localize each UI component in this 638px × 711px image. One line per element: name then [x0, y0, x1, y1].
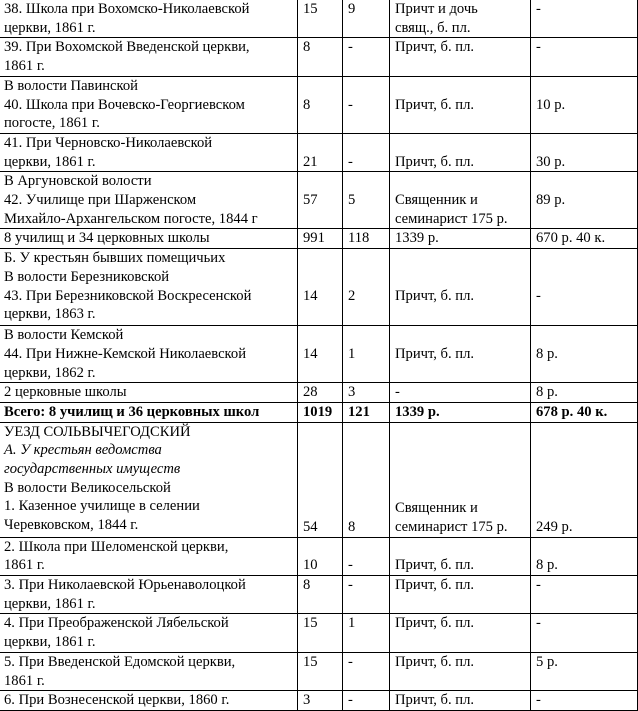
uezd-volost: В волости Великосельской [4, 479, 171, 496]
cell-pupils-boys: 57 [298, 172, 343, 229]
table-row [0, 422, 638, 537]
table-row [0, 76, 638, 133]
cell-pupils-girls: - [343, 537, 390, 575]
cell-pupils-boys: 3 [298, 691, 343, 711]
cell-description: 5. При Введенской Едомской церкви, 1861 г. [0, 652, 298, 690]
cell-description: 6. При Вознесенской церкви, 1860 г. [0, 691, 298, 711]
cell-description: Б. У крестьян бывших помещичьих В волости Березниковской 43. При Березниковской Воскресенской церкви, 1863 г. [0, 249, 298, 326]
table-row [0, 38, 638, 76]
cell-teacher: Причт, б. пл. [390, 576, 531, 614]
cell-funding: - [531, 38, 638, 76]
grand-total-row [0, 402, 638, 422]
cell-teacher: Причт, б. пл. [390, 652, 531, 690]
cell-funding: 10 р. [531, 76, 638, 133]
cell-pupils-boys: 8 [298, 38, 343, 76]
table-row [0, 0, 638, 38]
cell-description: В волости Кемской 44. При Нижне-Кемской Николаевской церкви, 1862 г. [0, 326, 298, 383]
cell-teacher: Причт, б. пл. [390, 614, 531, 652]
cell-teacher: Причт, б. пл. [390, 38, 531, 76]
cell-pupils-boys: 28 [298, 383, 343, 403]
cell-pupils-boys: 14 [298, 249, 343, 326]
cell-pupils-boys: 14 [298, 326, 343, 383]
table-row [0, 576, 638, 614]
cell-description: В Аргуновской волости 42. Училище при Шарженском Михайло-Архангельском погосте, 1844 г [0, 172, 298, 229]
rows-10-0: 1. Казенное училище в селении Черевковском, 1844 г. [4, 498, 200, 534]
cell-description: В волости Павинской 40. Школа при Вочевско-Георгиевском погосте, 1861 г. [0, 76, 298, 133]
cell-teacher: Священник и семинарист 175 р. [390, 422, 531, 537]
cell-funding: 8 р. [531, 326, 638, 383]
cell-pupils-girls: 9 [343, 0, 390, 38]
cell-pupils-boys: 15 [298, 652, 343, 690]
cell-funding: - [531, 249, 638, 326]
cell-description: 8 училищ и 34 церковных школы [0, 229, 298, 249]
table-row [0, 326, 638, 383]
cell-funding: 249 р. [531, 422, 638, 537]
cell-pupils-boys: 10 [298, 537, 343, 575]
cell-pupils-girls: - [343, 576, 390, 614]
cell-pupils-boys: 1019 [298, 402, 343, 422]
cell-funding: - [531, 691, 638, 711]
cell-description: Всего: 8 училищ и 36 церковных школ [0, 402, 298, 422]
cell-teacher: - [390, 383, 531, 403]
table-row [0, 537, 638, 575]
cell-pupils-girls: 121 [343, 402, 390, 422]
cell-pupils-boys: 991 [298, 229, 343, 249]
cell-description: 39. При Вохомской Введенской церкви, 1861 г. [0, 38, 298, 76]
cell-pupils-girls: 1 [343, 614, 390, 652]
cell-description: 38. Школа при Вохомско-Николаевской церкви, 1861 г. [0, 0, 298, 38]
cell-teacher: 1339 р. [390, 229, 531, 249]
cell-funding: 30 р. [531, 133, 638, 171]
subtotal-row [0, 383, 638, 403]
cell-teacher: Священник и семинарист 175 р. [390, 172, 531, 229]
subtotal-row [0, 229, 638, 249]
cell-description: 2. Школа при Шеломенской церкви, 1861 г. [0, 537, 298, 575]
cell-pupils-boys: 8 [298, 76, 343, 133]
uezd-category: А. У крестьян ведомства государственных имуществ [4, 442, 181, 478]
cell-pupils-girls: 3 [343, 383, 390, 403]
cell-pupils-boys: 15 [298, 0, 343, 38]
cell-pupils-boys: 8 [298, 576, 343, 614]
cell-pupils-girls: 118 [343, 229, 390, 249]
table-row [0, 172, 638, 229]
cell-pupils-girls: - [343, 691, 390, 711]
cell-teacher: Причт, б. пл. [390, 537, 531, 575]
cell-description: 3. При Николаевской Юрьенаволоцкой церкви, 1861 г. [0, 576, 298, 614]
cell-teacher: Причт, б. пл. [390, 691, 531, 711]
cell-funding: 5 р. [531, 652, 638, 690]
cell-pupils-girls: - [343, 652, 390, 690]
cell-teacher: Причт, б. пл. [390, 133, 531, 171]
uezd-title: УЕЗД СОЛЬВЫЧЕГОДСКИЙ [4, 423, 191, 440]
cell-teacher: Причт, б. пл. [390, 326, 531, 383]
cell-funding: 8 р. [531, 537, 638, 575]
cell-pupils-girls: - [343, 38, 390, 76]
cell-description [0, 422, 298, 537]
cell-pupils-boys: 15 [298, 614, 343, 652]
cell-funding: - [531, 0, 638, 38]
table-row [0, 133, 638, 171]
cell-pupils-boys: 54 [298, 422, 343, 537]
cell-funding: 89 р. [531, 172, 638, 229]
table-row [0, 691, 638, 711]
cell-pupils-girls: 1 [343, 326, 390, 383]
table-row [0, 652, 638, 690]
table-row [0, 249, 638, 326]
cell-teacher: Причт, б. пл. [390, 76, 531, 133]
cell-funding: - [531, 576, 638, 614]
cell-description: 41. При Черновско-Николаевской церкви, 1861 г. [0, 133, 298, 171]
cell-pupils-girls: 8 [343, 422, 390, 537]
cell-funding: 8 р. [531, 383, 638, 403]
cell-pupils-boys: 21 [298, 133, 343, 171]
cell-pupils-girls: - [343, 133, 390, 171]
cell-pupils-girls: 5 [343, 172, 390, 229]
cell-description: 4. При Преображенской Лябельской церкви, 1861 г. [0, 614, 298, 652]
cell-funding: - [531, 614, 638, 652]
cell-pupils-girls: - [343, 76, 390, 133]
table-row [0, 614, 638, 652]
cell-teacher: Причт и дочь свящ., б. пл. [390, 0, 531, 38]
cell-funding: 678 р. 40 к. [531, 402, 638, 422]
cell-description: 2 церковные школы [0, 383, 298, 403]
cell-pupils-girls: 2 [343, 249, 390, 326]
cell-teacher: Причт, б. пл. [390, 249, 531, 326]
cell-funding: 670 р. 40 к. [531, 229, 638, 249]
cell-teacher: 1339 р. [390, 402, 531, 422]
